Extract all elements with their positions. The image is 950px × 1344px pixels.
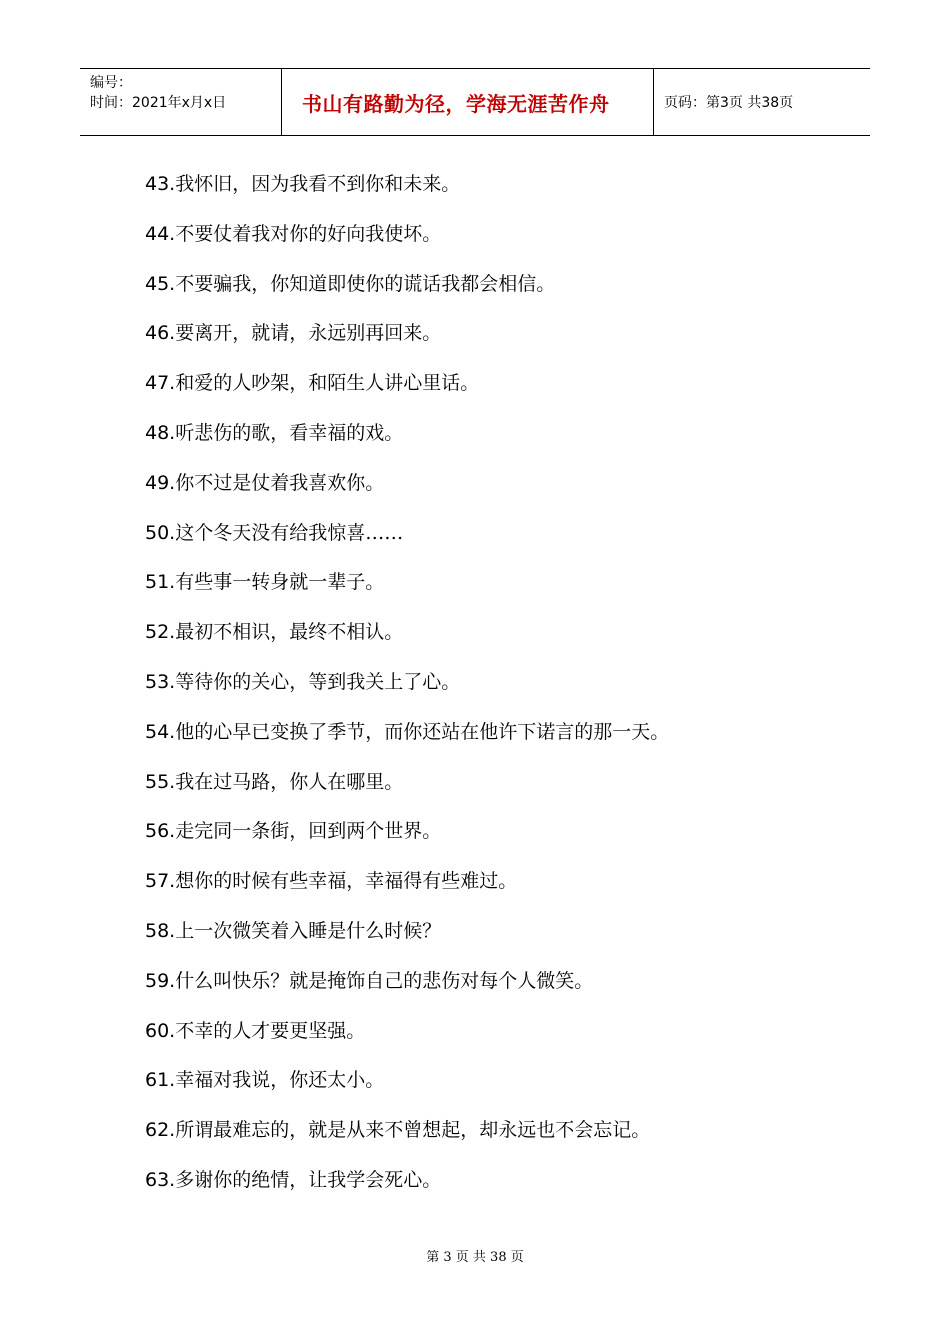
item-number: 50.: [145, 521, 176, 544]
item-number: 61.: [145, 1069, 176, 1092]
item-number: 49.: [145, 471, 176, 494]
item-text: 不要仗着我对你的好向我使坏。: [175, 222, 442, 245]
list-item: [145, 815, 845, 865]
item-text: 有些事一转身就一辈子。: [175, 571, 385, 594]
item-text: 和爱的人吵架，和陌生人讲心里话。: [175, 372, 480, 395]
item-number: 58.: [145, 919, 176, 942]
quote-list: [145, 168, 845, 1214]
item-text: 幸福对我说，你还太小。: [175, 1069, 385, 1092]
header-page-info: 页码：第3页 共38页: [664, 95, 794, 111]
list-item: [145, 168, 845, 218]
item-number: 43.: [145, 173, 176, 195]
item-text: 所谓最难忘的，就是从来不曾想起，却永远也不会忘记。: [175, 1119, 651, 1142]
list-item: [145, 566, 845, 616]
item-text: 最初不相识，最终不相认。: [175, 621, 404, 644]
item-number: 56.: [145, 820, 176, 843]
item-text: 多谢你的绝情，让我学会死心。: [175, 1168, 442, 1191]
item-number: 45.: [145, 272, 176, 295]
item-text: 想你的时候有些幸福，幸福得有些难过。: [175, 870, 518, 893]
item-text: 他的心早已变换了季节，而你还站在他许下诺言的那一天。: [175, 720, 670, 743]
list-item: [145, 517, 845, 567]
item-text: 什么叫快乐？就是掩饰自己的悲伤对每个人微笑。: [175, 969, 594, 992]
item-text: 你不过是仗着我喜欢你。: [175, 471, 385, 494]
item-number: 55.: [145, 770, 176, 793]
item-number: 47.: [145, 372, 176, 395]
list-item: [145, 218, 845, 268]
item-number: 52.: [145, 621, 176, 644]
item-number: 48.: [145, 421, 176, 444]
list-item: [145, 666, 845, 716]
list-item: [145, 467, 845, 517]
item-text: 不要骗我，你知道即使你的谎话我都会相信。: [175, 272, 556, 295]
header-motto: 书山有路勤为径，学海无涯苦作舟: [282, 69, 654, 135]
list-item: [145, 1064, 845, 1114]
item-number: 62.: [145, 1119, 176, 1142]
list-item: [145, 766, 845, 816]
item-text: 不幸的人才要更坚强。: [175, 1019, 366, 1042]
page-footer: 第 3 页 共 38 页: [426, 1250, 524, 1265]
item-text: 我怀旧，因为我看不到你和未来。: [175, 173, 461, 195]
item-text: 我在过马路，你人在哪里。: [175, 770, 404, 793]
list-item: [145, 1114, 845, 1164]
list-item: [145, 865, 845, 915]
item-text: 要离开，就请，永远别再回来。: [175, 322, 442, 345]
list-item: [145, 317, 845, 367]
item-text: 等待你的关心，等到我关上了心。: [175, 670, 461, 693]
item-number: 63.: [145, 1168, 176, 1191]
date-label: 时间：2021年x月x日: [90, 95, 227, 111]
list-item: [145, 367, 845, 417]
item-number: 51.: [145, 571, 176, 594]
item-number: 53.: [145, 670, 176, 693]
item-number: 59.: [145, 969, 176, 992]
item-text: 上一次微笑着入睡是什么时候？: [175, 919, 442, 942]
list-item: [145, 1015, 845, 1065]
item-number: 46.: [145, 322, 176, 345]
list-item: [145, 616, 845, 666]
list-item: [145, 716, 845, 766]
item-number: 54.: [145, 720, 176, 743]
list-item: [145, 268, 845, 318]
list-item: [145, 965, 845, 1015]
list-item: [145, 1164, 845, 1214]
item-text: 这个冬天没有给我惊喜……: [175, 521, 404, 544]
list-item: [145, 915, 845, 965]
item-number: 44.: [145, 222, 176, 245]
list-item: [145, 417, 845, 467]
document-header: [80, 68, 870, 136]
item-text: 听悲伤的歌，看幸福的戏。: [175, 421, 404, 444]
item-text: 走完同一条街，回到两个世界。: [175, 820, 442, 843]
serial-label: 编号：: [90, 75, 132, 91]
header-meta: [80, 69, 282, 135]
item-number: 60.: [145, 1019, 176, 1042]
item-number: 57.: [145, 870, 176, 893]
